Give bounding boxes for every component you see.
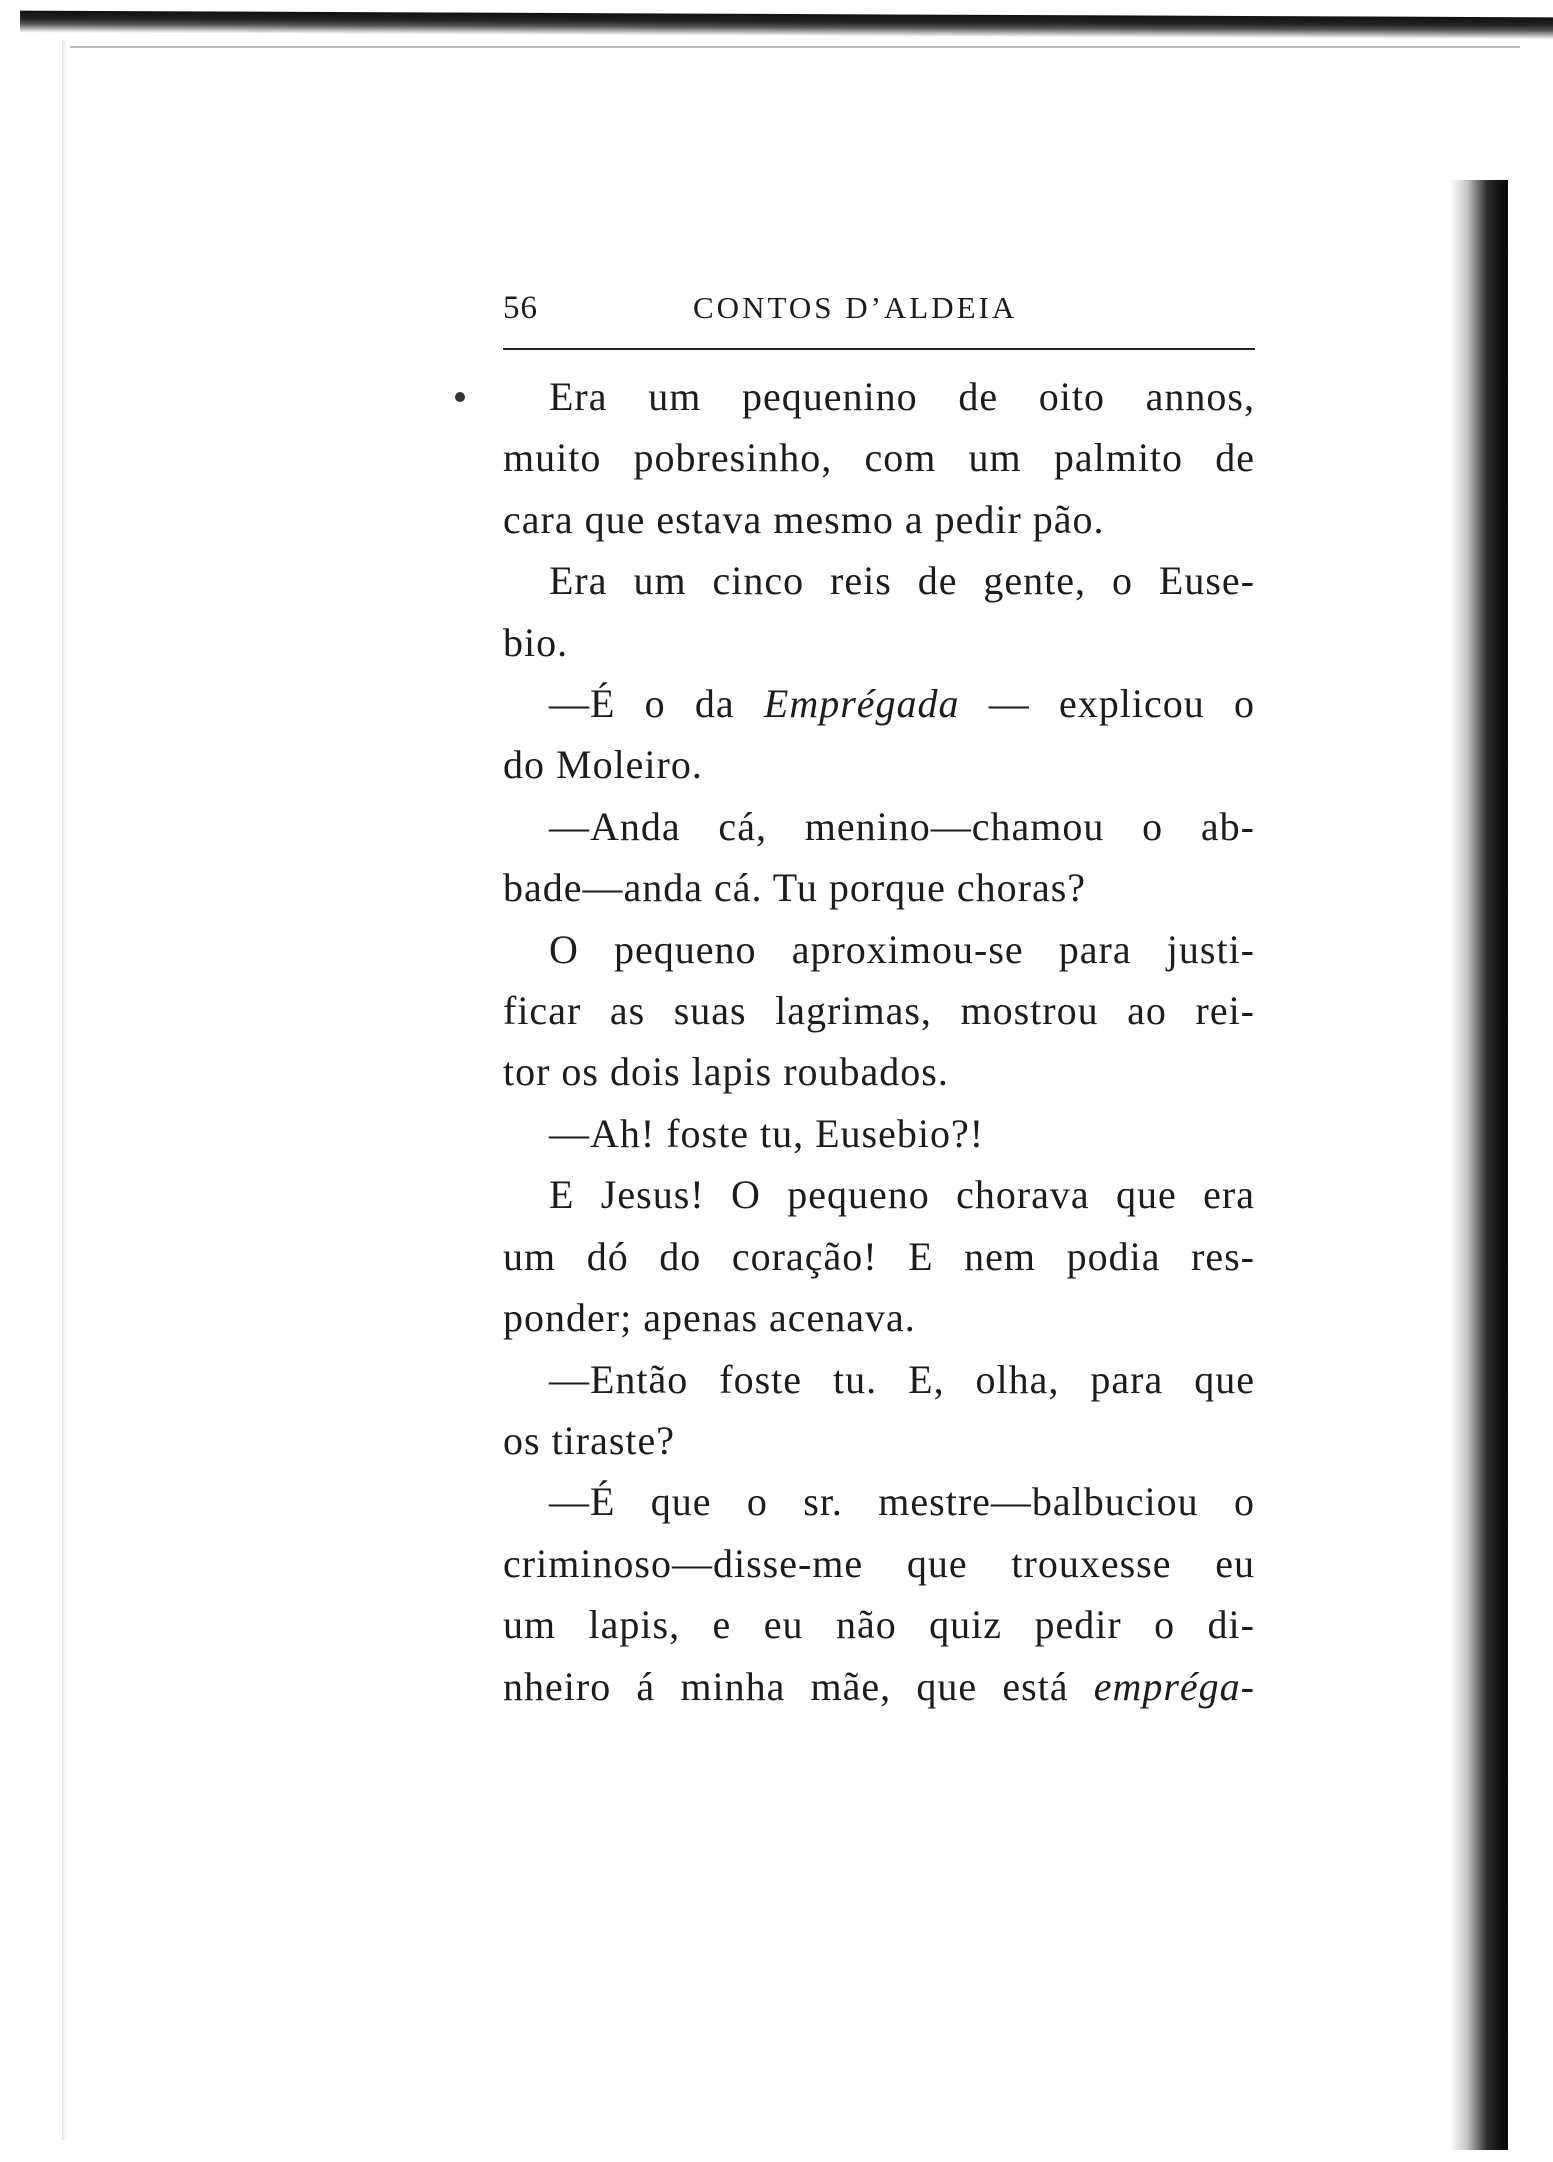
running-title: CONTOS D’ALDEIA [693,290,1018,325]
text-line: bade—anda cá. Tu porque choras? [503,865,1087,911]
text-line: —Anda cá, menino—chamou o ab- [549,803,1255,849]
paragraph [503,673,1255,796]
scan-right-margin [1508,180,1553,2162]
text-line: ficar as suas lagrimas, mostrou ao rei- [503,988,1255,1034]
text-line: E Jesus! O pequeno chorava que era [549,1172,1255,1218]
text-line: O pequeno aproximou-se para justi- [549,926,1255,972]
header-rule [503,348,1255,350]
page-number: 56 [503,290,538,326]
paragraph [503,550,1255,673]
scan-top-line [70,46,1520,48]
text-line [503,1656,1255,1717]
text-line: —É que o sr. mestre—balbuciou o [549,1479,1255,1525]
text-line: Era um cinco reis de gente, o Euse- [549,558,1255,604]
text-line: tor os dois lapis roubados. [503,1049,949,1095]
text-line: um lapis, e eu não quiz pedir o di- [503,1602,1255,1648]
scan-left-shadow [62,40,66,2140]
paragraph [503,1164,1255,1348]
text-line: do Moleiro. [503,742,703,788]
text-line: muito pobresinho, com um palmito de [503,435,1255,481]
text-line: criminoso—disse-me que trouxesse eu [503,1540,1255,1586]
text-fragment: —É o da [549,681,764,727]
text-line: Era um pequenino de oito annos, [549,374,1255,419]
book-page [503,290,1255,1717]
text-line: cara que estava mesmo a pedir pão. [503,496,1105,542]
text-line [503,673,1255,734]
text-fragment: — explicou o [959,681,1255,727]
text-fragment: nheiro á minha mãe, que está [503,1663,1094,1709]
paragraph [503,1471,1255,1717]
page-header [503,290,1255,336]
paragraph [503,919,1255,1103]
text-line: bio. [503,619,569,665]
text-line: os tiraste? [503,1417,676,1463]
scan-top-border [20,11,1553,40]
ink-spot [455,392,465,402]
text-line: —Então foste tu. E, olha, para que [549,1356,1255,1402]
body-text [503,366,1255,1717]
paragraph [503,1103,1255,1164]
paragraph [503,796,1255,919]
italic-word: Emprégada [763,681,960,727]
paragraph [503,1349,1255,1472]
italic-word: empréga- [1093,1663,1255,1709]
text-line: —Ah! foste tu, Eusebio?! [549,1110,985,1156]
text-line: ponder; apenas acenava. [503,1295,916,1341]
text-line: um dó do coração! E nem podia res- [503,1233,1255,1279]
paragraph [503,366,1255,550]
